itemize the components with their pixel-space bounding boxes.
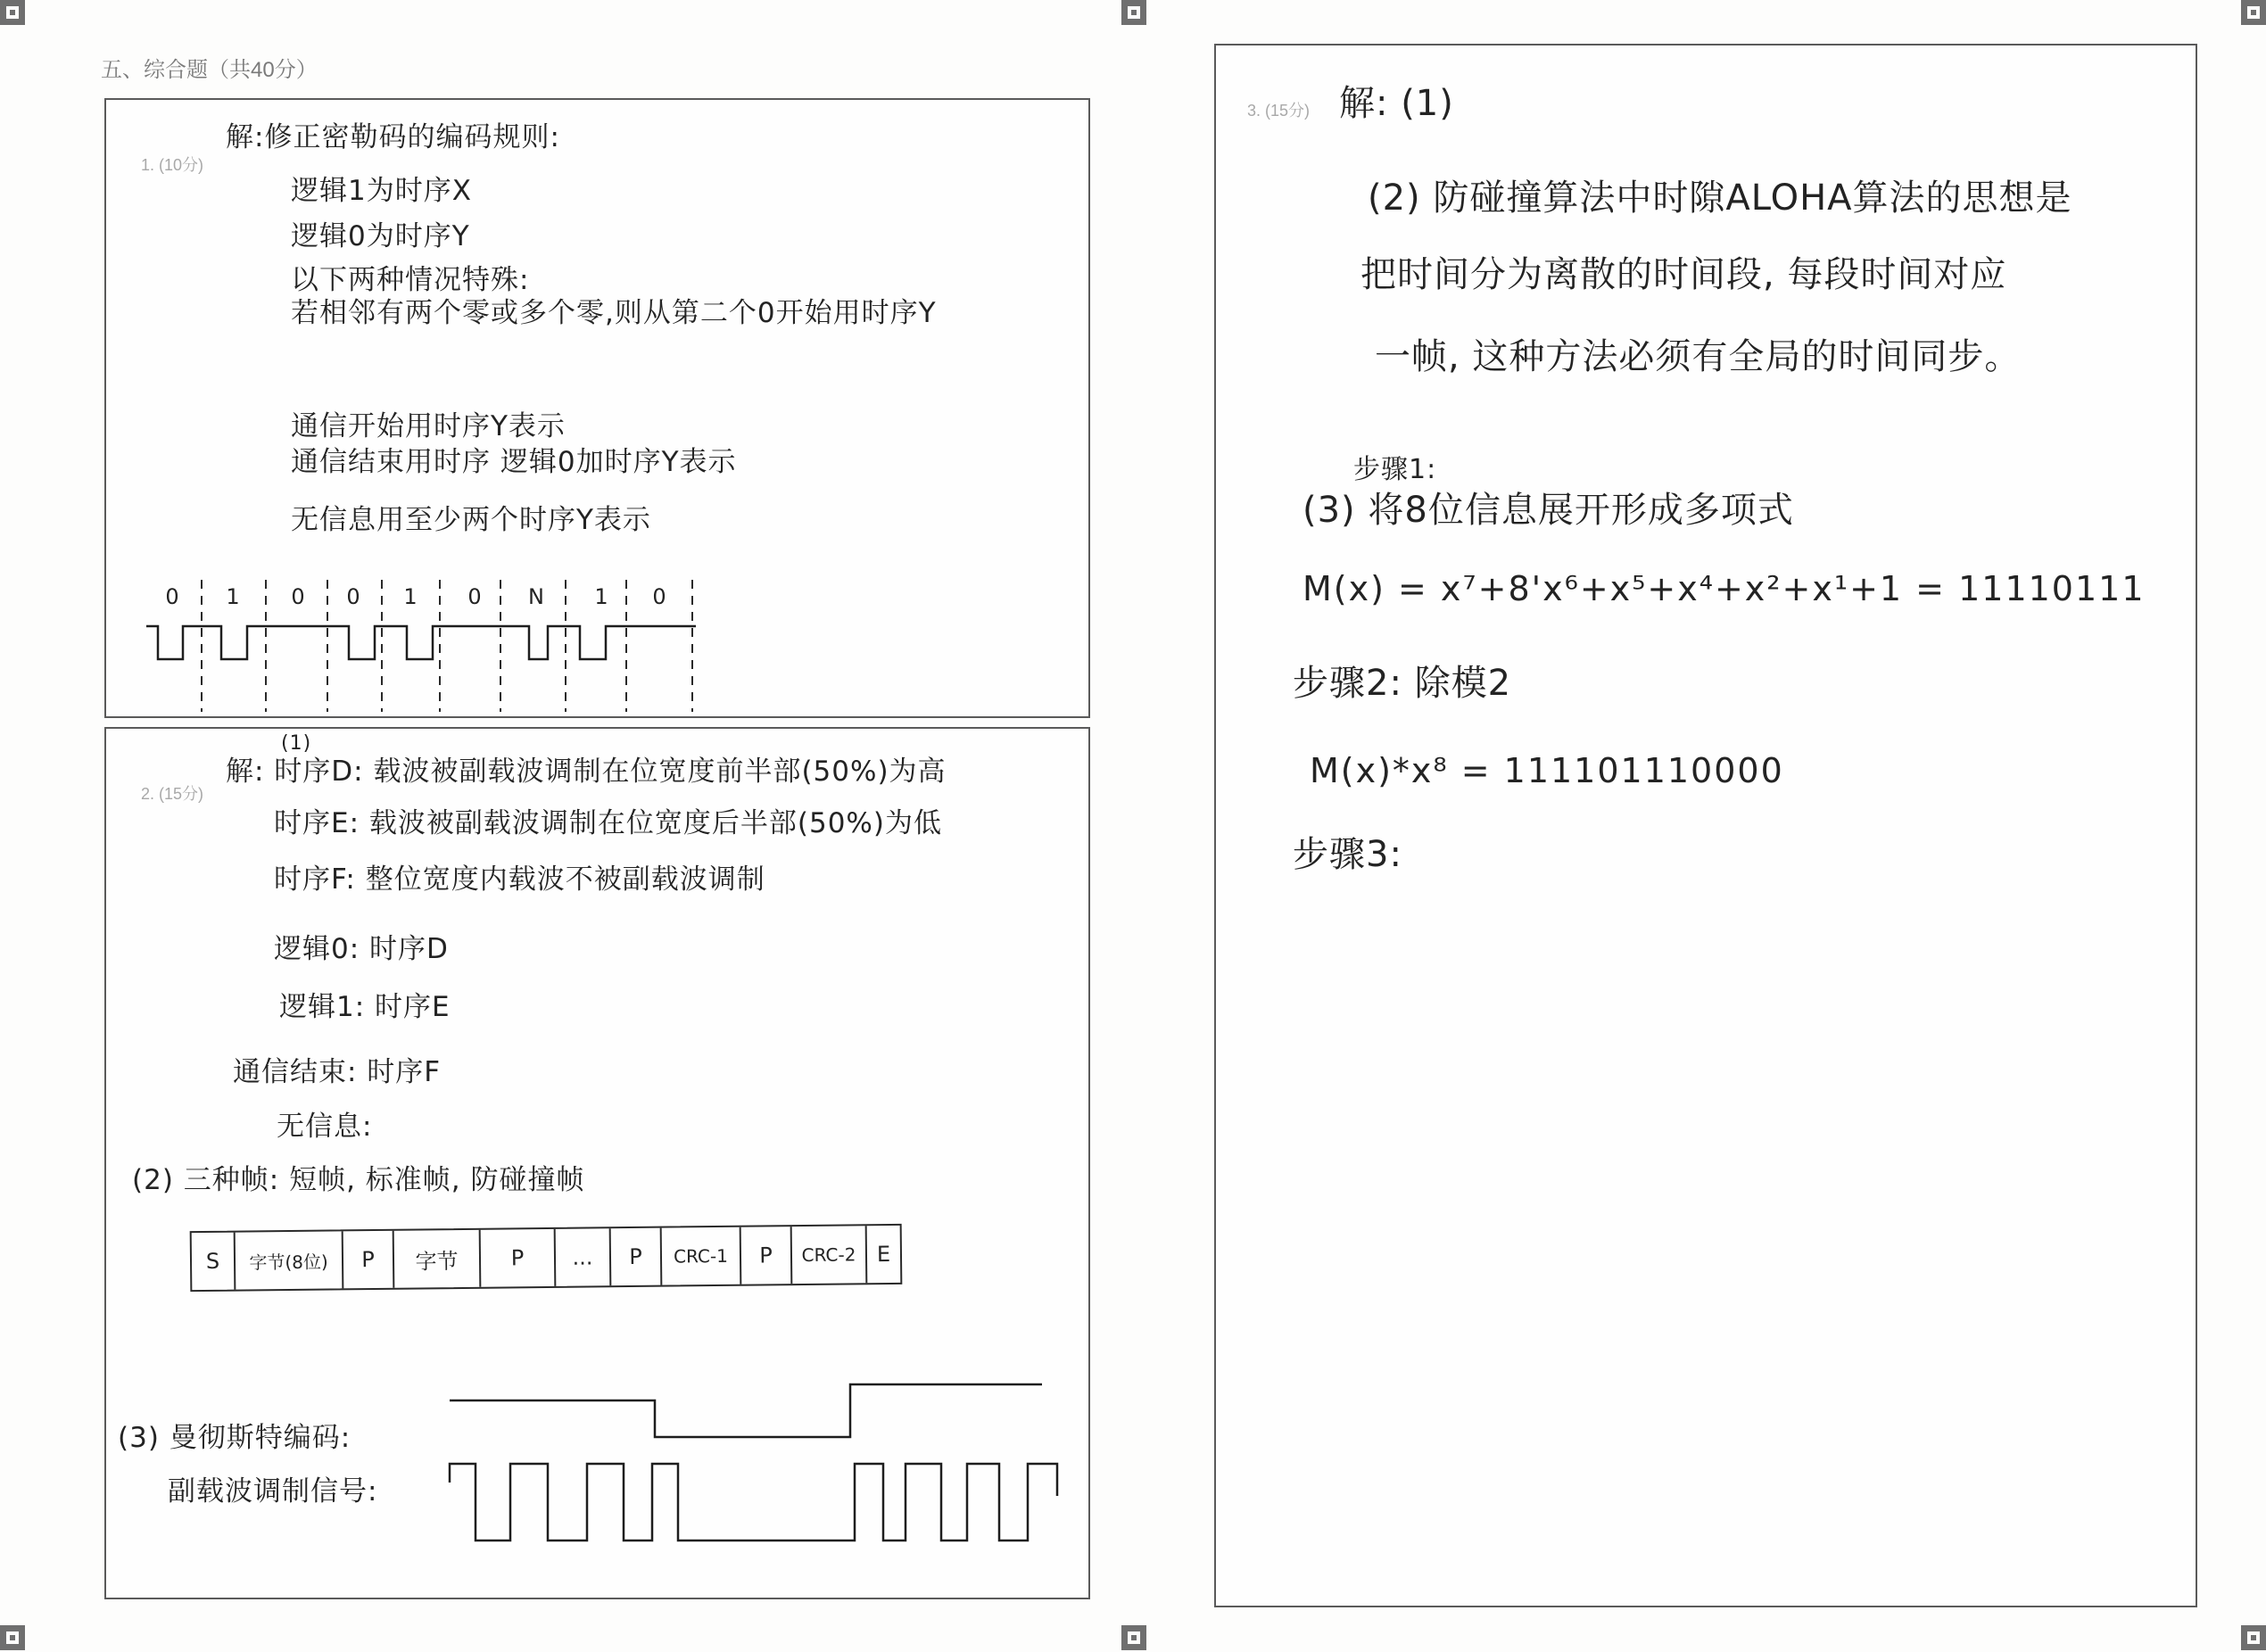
answer-line: 通信结束: 时序F <box>233 1056 442 1088</box>
answer-line: 逻辑1为时序X <box>291 175 472 207</box>
registration-mark-icon <box>0 0 25 25</box>
part-marker: (1) <box>281 732 312 755</box>
answer-line: (3) 将8位信息展开形成多项式 <box>1303 490 1794 531</box>
answer-line: 步骤3: <box>1293 834 1402 875</box>
manchester-code-line <box>450 1384 1042 1437</box>
bit-label: N <box>528 584 544 609</box>
polynomial-equation: M(x)*x⁸ = 111101110000 <box>1310 751 1784 790</box>
answer-box-q2 <box>104 727 1090 1599</box>
answer-line: 步骤1: <box>1353 454 1437 485</box>
registration-mark-icon <box>0 1625 25 1650</box>
answer-line: (3) 曼彻斯特编码: <box>118 1422 351 1454</box>
answer-line: 把时间分为离散的时间段, 每段时间对应 <box>1360 254 2007 295</box>
answer-line: 逻辑0: 时序D <box>274 933 449 965</box>
frame-field: 字节(8位) <box>236 1231 344 1289</box>
frame-field: P <box>611 1228 663 1286</box>
registration-mark-icon <box>2241 0 2266 25</box>
bit-boundaries <box>202 580 692 712</box>
miller-waveform-sketch <box>106 100 1088 716</box>
answer-line: 解: 时序D: 载波被副载波调制在位宽度前半部(50%)为高 <box>226 756 947 788</box>
answer-line: 通信开始用时序Y表示 <box>291 410 566 442</box>
frame-field: P <box>481 1229 557 1287</box>
bit-label: 1 <box>403 584 418 609</box>
answer-box-q3 <box>1214 44 2197 1607</box>
answer-line: (2) 防碰撞算法中时隙ALOHA算法的思想是 <box>1368 178 2072 219</box>
answer-line: 解: (1) <box>1339 83 1454 124</box>
question-label: 1. (10分) <box>141 156 204 174</box>
manchester-waveform-sketch <box>106 729 1088 1598</box>
frame-field: E <box>876 1241 891 1268</box>
answer-line: 解:修正密勒码的编码规则: <box>226 121 560 153</box>
frame-field: ... <box>556 1228 612 1286</box>
subcarrier-signal-line <box>450 1464 1057 1540</box>
answer-line: 无信息: <box>277 1111 373 1143</box>
answer-line: 无信息用至少两个时序Y表示 <box>291 504 651 536</box>
bit-label: 0 <box>652 584 666 609</box>
frame-field: CRC-2 <box>792 1226 868 1284</box>
bit-label: 1 <box>226 584 240 609</box>
section-title: 五、综合题（共40分） <box>101 58 318 82</box>
registration-mark-icon <box>1121 1625 1146 1650</box>
answer-line: 逻辑1: 时序E <box>279 991 451 1023</box>
frame-field: P <box>741 1227 793 1284</box>
frame-field: CRC-1 <box>662 1227 742 1285</box>
registration-mark-icon <box>1121 0 1146 25</box>
bit-label: 0 <box>467 584 482 609</box>
polynomial-equation: M(x) = x⁷+8'x⁶+x⁵+x⁴+x²+x¹+1 = 11110111 <box>1303 569 2146 608</box>
answer-line: 副载波调制信号: <box>168 1475 378 1507</box>
answer-line: 通信结束用时序 逻辑0加时序Y表示 <box>291 446 737 478</box>
bit-label: 0 <box>291 584 305 609</box>
answer-line: 逻辑0为时序Y <box>291 220 470 252</box>
answer-line: (2) 三种帧: 短帧, 标准帧, 防碰撞帧 <box>132 1164 585 1196</box>
bit-label: 0 <box>346 584 360 609</box>
frame-field: S <box>192 1233 236 1291</box>
frame-field: 字节 <box>394 1230 482 1288</box>
question-label: 3. (15分) <box>1247 102 1311 120</box>
answer-box-q1 <box>104 98 1090 718</box>
answer-line: 步骤2: 除模2 <box>1293 663 1512 704</box>
bit-label: 1 <box>594 584 608 609</box>
answer-line: 时序F: 整位宽度内载波不被副载波调制 <box>274 863 765 896</box>
answer-line: 时序E: 载波被副载波调制在位宽度后半部(50%)为低 <box>274 807 942 839</box>
waveform-line <box>146 626 696 659</box>
bit-label: 0 <box>165 584 179 609</box>
answer-line: 以下两种情况特殊: <box>291 264 530 296</box>
registration-mark-icon <box>2241 1625 2266 1650</box>
answer-line: 若相邻有两个零或多个零,则从第二个0开始用时序Y <box>291 297 937 329</box>
answer-line: 一帧, 这种方法必须有全局的时间同步。 <box>1375 336 2022 377</box>
frame-field: P <box>343 1231 395 1289</box>
question-label: 2. (15分) <box>141 785 204 803</box>
